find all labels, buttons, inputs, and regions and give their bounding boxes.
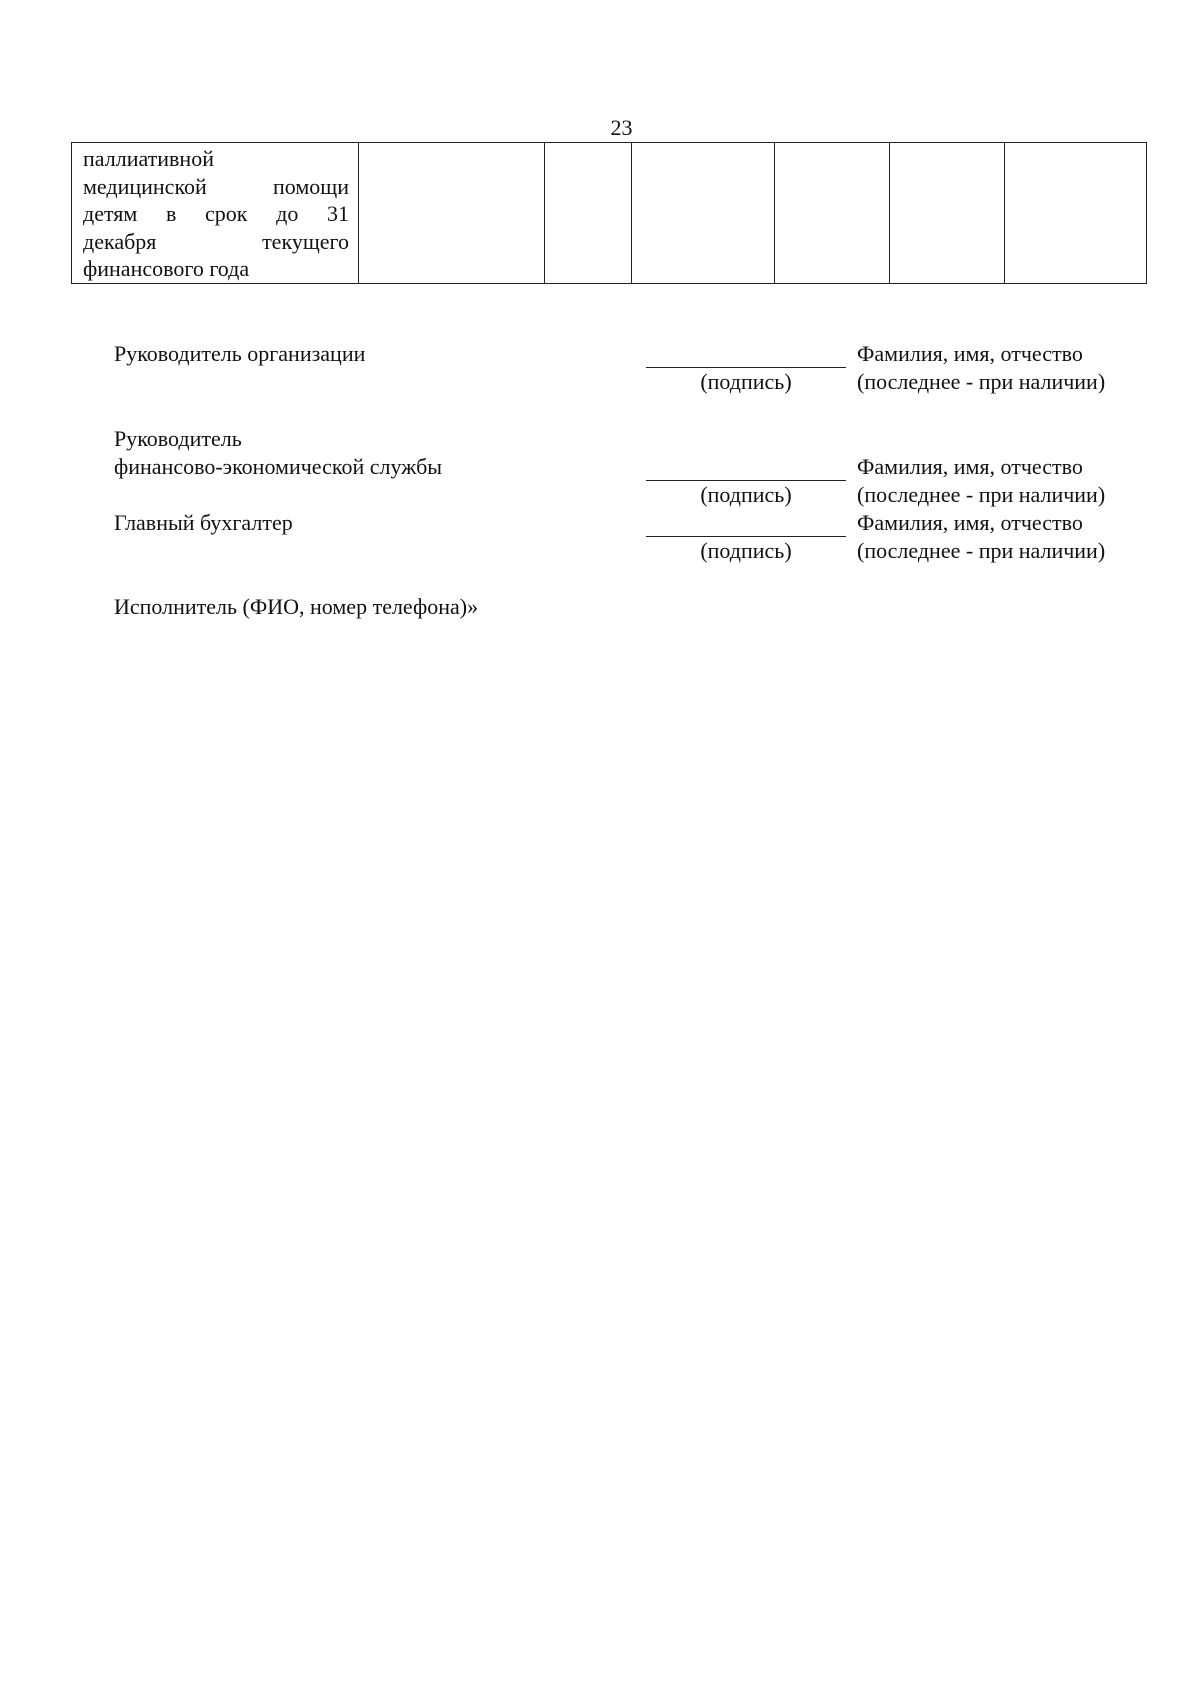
table-cell-description — [72, 143, 359, 284]
table-cell-empty — [890, 143, 1005, 284]
signature-label: Руководитель организации — [114, 341, 366, 366]
name-placeholder: Фамилия, имя, отчество — [857, 454, 1083, 479]
table-cell-empty — [545, 143, 632, 284]
name-placeholder: Фамилия, имя, отчество — [857, 341, 1083, 366]
signature-label: Руководитель — [114, 426, 242, 451]
executor-label: Исполнитель (ФИО, номер телефона)» — [114, 594, 479, 619]
table-cell-empty — [632, 143, 775, 284]
cell-line: финансового года — [83, 256, 250, 281]
signature-label: Главный бухгалтер — [114, 510, 293, 535]
continuation-table — [71, 142, 1147, 284]
name-placeholder-note: (последнее - при наличии) — [857, 538, 1106, 563]
table-cell-empty — [775, 143, 890, 284]
cell-line: медицинской помощи — [83, 173, 349, 199]
signature-caption: (подпись) — [700, 538, 792, 563]
name-placeholder: Фамилия, имя, отчество — [857, 510, 1083, 535]
signature-label: финансово-экономической службы — [114, 454, 443, 479]
cell-line: детям в срок до 31 — [83, 201, 349, 226]
page-number: 23 — [610, 115, 633, 140]
table-row — [72, 143, 1147, 284]
cell-line: декабря текущего — [83, 228, 349, 254]
name-placeholder-note: (последнее - при наличии) — [857, 482, 1106, 507]
cell-line: паллиативной — [83, 146, 214, 171]
signature-caption: (подпись) — [700, 369, 792, 394]
table-cell-empty — [359, 143, 545, 284]
signature-caption: (подпись) — [700, 482, 792, 507]
table-cell-empty — [1005, 143, 1147, 284]
name-placeholder-note: (последнее - при наличии) — [857, 369, 1106, 394]
